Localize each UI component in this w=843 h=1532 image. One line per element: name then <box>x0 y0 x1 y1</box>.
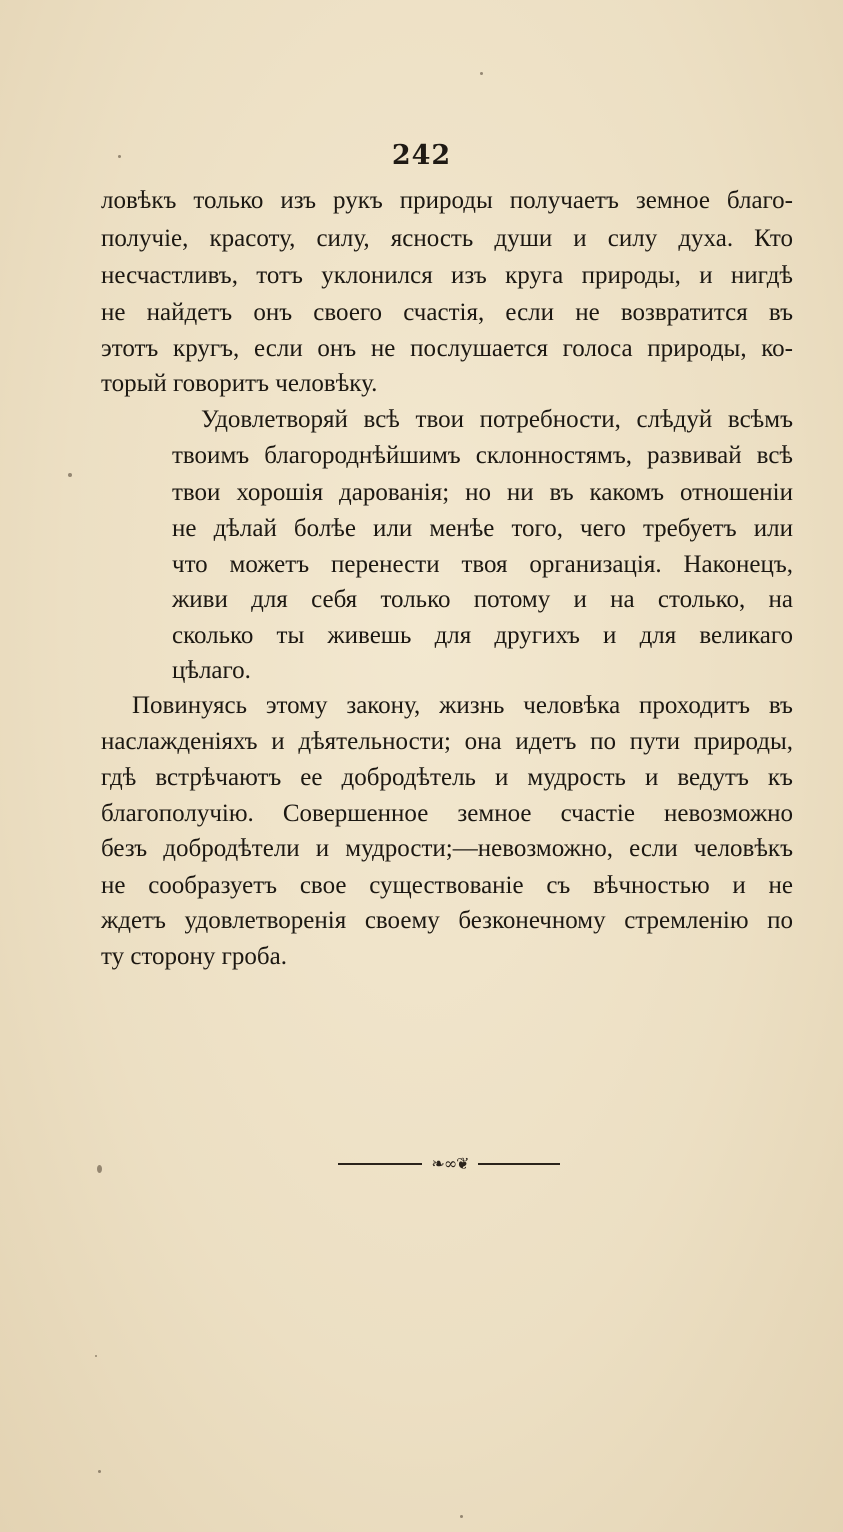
paper-speck <box>97 1165 102 1173</box>
paragraph-1-line-6: торый говоритъ человѣку. <box>101 370 378 397</box>
paragraph-2-line-2: наслажденіяхъ и дѣятельности; она идетъ по пути природы, <box>101 728 793 755</box>
paragraph-2-line-4: благополучію. Совершенное земное счастіе невозможно <box>101 800 793 827</box>
quotation-line-1: Удовлетворяй всѣ твои потребности, слѣдуй всѣмъ <box>201 406 793 433</box>
paragraph-1-line-3: несчастливъ, тотъ уклонился изъ круга природы, и нигдѣ <box>101 262 793 289</box>
quotation-line-8: цѣлаго. <box>172 657 251 684</box>
paper-speck <box>118 155 121 158</box>
paragraph-1-line-4: не найдетъ онъ своего счастія, если не возвратится въ <box>101 299 793 326</box>
separator-right-rule <box>478 1163 560 1165</box>
paragraph-2-line-3: гдѣ встрѣчаютъ ее добродѣтель и мудрость и ведутъ къ <box>101 764 793 791</box>
separator-ornament: ❧∞❦ <box>431 1154 469 1173</box>
paragraph-2-line-8: ту сторону гроба. <box>101 943 287 970</box>
paper-speck <box>480 72 483 75</box>
paragraph-2-line-5: безъ добродѣтели и мудрости;—невозможно, если человѣкъ <box>101 835 793 862</box>
quotation-line-7: сколько ты живешь для другихъ и для великаго <box>172 622 793 649</box>
paragraph-1-line-2: получіе, красоту, силу, ясность души и силу духа. Кто <box>101 225 793 252</box>
paragraph-2-line-1: Повинуясь этому закону, жизнь человѣка проходитъ въ <box>132 692 793 719</box>
quotation-line-2: твоимъ благороднѣйшимъ склонностямъ, развивай всѣ <box>172 442 793 469</box>
paper-speck <box>460 1515 463 1518</box>
paragraph-1-line-1: ловѣкъ только изъ рукъ природы получаетъ земное благо- <box>101 187 793 214</box>
paragraph-2-line-7: ждетъ удовлетворенія своему безконечному стремленію по <box>101 907 793 934</box>
separator-left-rule <box>338 1163 422 1165</box>
paragraph-1-line-5: этотъ кругъ, если онъ не послушается голоса природы, ко- <box>101 335 793 362</box>
quotation-line-6: живи для себя только потому и на столько, на <box>172 586 793 613</box>
paper-speck <box>98 1470 101 1473</box>
ornamental-separator <box>338 1152 560 1176</box>
paragraph-2-line-6: не сообразуетъ свое существованіе съ вѣчностью и не <box>101 872 793 899</box>
page-number: 242 <box>391 140 452 171</box>
paper-speck <box>68 473 72 477</box>
quotation-line-5: что можетъ перенести твоя организація. Наконецъ, <box>172 551 793 578</box>
quotation-line-4: не дѣлай болѣе или менѣе того, чего требуетъ или <box>172 515 793 542</box>
quotation-line-3: твои хорошія дарованія; но ни въ какомъ отношеніи <box>172 479 793 506</box>
paper-speck <box>95 1355 97 1357</box>
